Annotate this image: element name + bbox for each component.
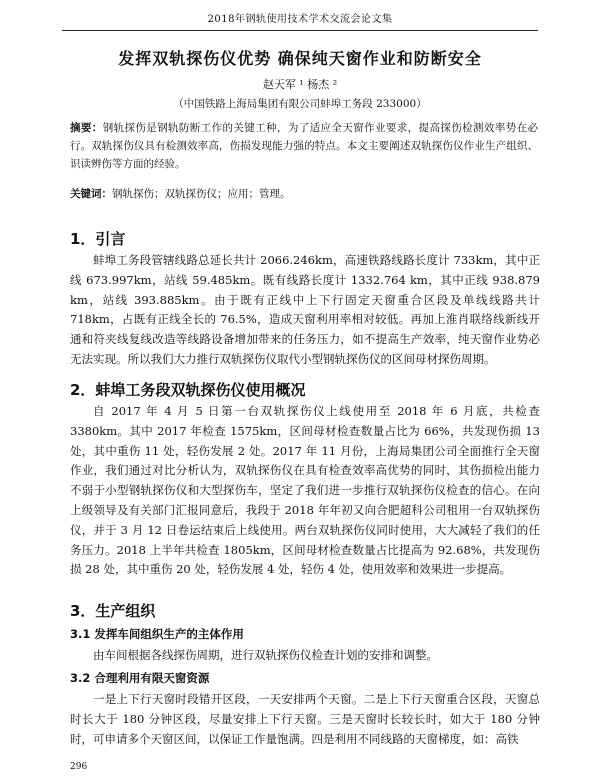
section-paragraph-intro: 蚌埠工务段管辖线路总延长共计 2066.246km，高速铁路线路长度计 733km，其中正线 673.997km，站线 59.485km。既有线路长度计 1332.764 km，其中正线 938.879 km，站线 393.885km。由于既有正线中上下行固定天窗重合区段及单线线路共计 718km，占既有正线全长的 76.5%，造成天窗利用率相对较低。再加上淮肖联络线新线开通和符夹线复线改造等线路设备增加带来的任务压力，如不提高生产效率，纯天窗作业势必无法实现。所以我们大力推行双轨探伤仪取代小型钢轨探伤仪的区间母材探伤周期。 bbox=[70, 253, 540, 366]
section-heading-intro: 1．引言 bbox=[70, 230, 126, 248]
keywords bbox=[70, 186, 538, 201]
section-heading-usage: 2．蚌埠工务段双轨探伤仪使用概况 bbox=[70, 381, 306, 399]
abstract-label: 摘要： bbox=[70, 122, 103, 134]
paper-title: 发挥双轨探伤仪优势 确保纯天窗作业和防断安全 bbox=[118, 49, 482, 68]
header-rule bbox=[62, 30, 538, 31]
keywords-label: 关键词： bbox=[70, 188, 112, 200]
abstract bbox=[70, 119, 538, 173]
paper-affiliation: （中国铁路上海局集团有限公司蚌埠工务段 233000） bbox=[173, 98, 427, 110]
running-header: 2018年钢轨使用技术学术交流会论文集 bbox=[207, 14, 393, 25]
subsection-paragraph-3-1: 由车间根据各线探伤周期，进行双轨探伤仪检查计划的安排和调整。 bbox=[93, 648, 438, 662]
keywords-text: 钢轨探伤；双轨探伤仪；应用；管理。 bbox=[112, 188, 291, 200]
section-heading-production: 3．生产组织 bbox=[70, 602, 156, 620]
section-paragraph-usage: 自 2017 年 4 月 5 日第一台双轨探伤仪上线使用至 2018 年 6 月底，共检查 3380km。其中 2017 年检查 1575km，区间母材检查数量占比为 66%，共发现伤损 13 处，其中重伤 11 处，轻伤发展 2 处。2017 年 11 月份，上海局集团公司全面推行全天窗作业，我们通过对比分析认为，双轨探伤仪在具有检查效率高优势的同时，其伤损检出能力不弱于小型钢轨探伤仪和大型探伤车，坚定了我们进一步推行双轨探伤仪检查的信心。在向上级领导及有关部门汇报同意后，我段于 2018 年年初又向合肥超科公司租用一台双轨探伤仪，并于 3 月 12 日卷运结束后上线使用。两台双轨探伤仪同时使用，大大减轻了我们的任务压力。2018 上半年共检查 1805km，区间母材检查数量占比提高为 92.68%，共发现伤损 28 处，其中重伤 20 处，轻伤发展 4 处，轻伤 4 处，使用效率和效果进一步提高。 bbox=[70, 404, 540, 577]
abstract-text: 钢轨探伤是钢轨防断工作的关键工种，为了适应全天窗作业要求，提高探伤检测效率势在必行。双轨探伤仪具有检测效率高，伤损发现能力强的特点。本文主要阐述双轨探伤仪作业生产组织、识读辨伤等方面的经验。 bbox=[70, 122, 539, 170]
subsection-heading-3-1: 3.1 发挥车间组织生产的主体作用 bbox=[70, 627, 244, 641]
page-number: 296 bbox=[70, 762, 88, 772]
paper-authors: 赵天军 ¹ 杨杰 ² bbox=[262, 78, 338, 91]
subsection-paragraph-3-2: 一是上下行天窗时段错开区段，一天安排两个天窗。二是上下行天窗重合区段，天窗总时长大于 180 分钟区段，尽量安排上下行天窗。三是天窗时长较长时，如大于 180 分钟时，可申请多个天窗区间，以保证工作量饱满。四是利用不同线路的天窗梯度，如：高铁 bbox=[70, 692, 540, 746]
subsection-heading-3-2: 3.2 合理利用有限天窗资源 bbox=[70, 671, 210, 685]
